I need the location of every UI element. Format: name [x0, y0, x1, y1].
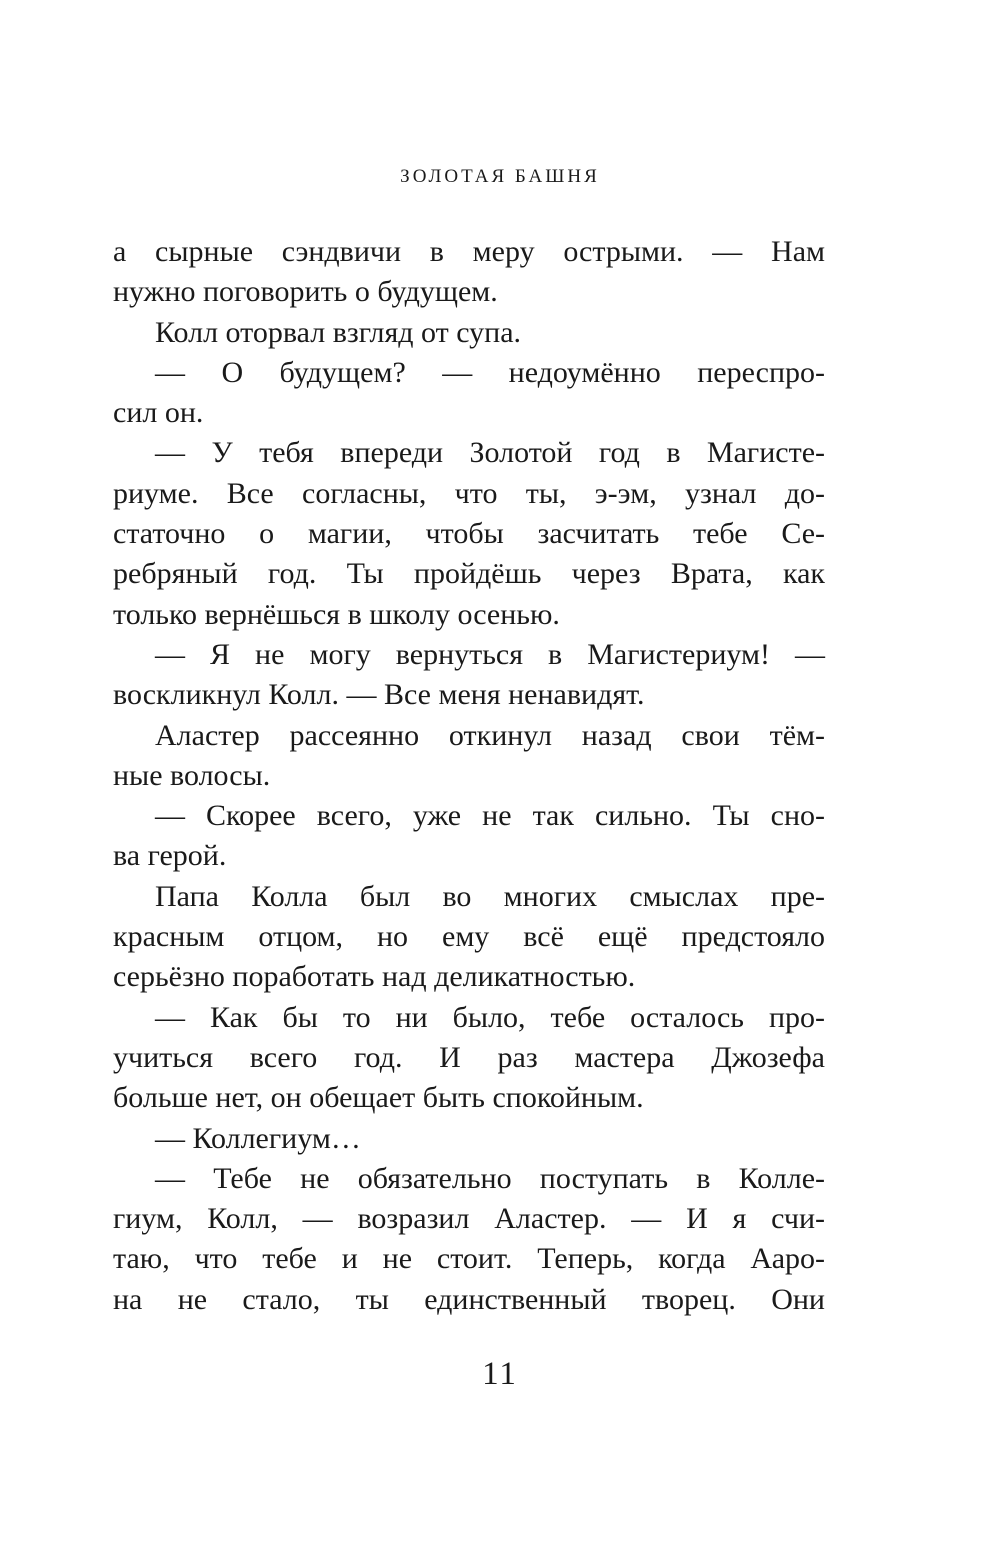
running-head: ЗОЛОТАЯ БАШНЯ — [400, 166, 600, 187]
text-line: — Как бы то ни было, тебе осталось про- — [155, 1000, 825, 1034]
text-line: — Я не могу вернуться в Магистериум! — — [155, 637, 825, 671]
text-line: — О будущем? — недоумённо переспро- — [155, 355, 825, 389]
text-line: серьёзно поработать над деликатностью. — [113, 960, 636, 994]
text-line: — Скорее всего, уже не так сильно. Ты сно- — [155, 799, 825, 833]
text-line: — Коллегиум… — [155, 1121, 361, 1155]
text-line: нужно поговорить о будущем. — [113, 275, 498, 309]
body-text — [113, 232, 825, 1320]
text-line: сил он. — [113, 396, 204, 430]
text-line: воскликнул Колл. — Все меня ненавидят. — [113, 678, 645, 712]
text-line: — У тебя впереди Золотой год в Магисте- — [155, 436, 825, 470]
text-line: а сырные сэндвичи в меру острыми. — Нам — [113, 235, 825, 268]
text-line: только вернёшься в школу осенью. — [113, 597, 560, 631]
text-line: ва герой. — [113, 839, 227, 873]
text-line: статочно о магии, чтобы засчитать тебе Се- — [113, 517, 825, 551]
text-line: таю, что тебе и не стоит. Теперь, когда Ааро- — [113, 1242, 825, 1276]
text-line: риуме. Все согласны, что ты, э-эм, узнал до- — [113, 476, 825, 510]
text-line: — Тебе не обязательно поступать в Колле- — [155, 1161, 825, 1195]
page-number: 11 — [482, 1356, 518, 1392]
text-line: ребряный год. Ты пройдёшь через Врата, как — [113, 557, 825, 591]
text-line: Колл оторвал взгляд от супа. — [155, 315, 522, 349]
text-line: учиться всего год. И раз мастера Джозефа — [113, 1040, 825, 1074]
text-line: гиум, Колл, — возразил Аластер. — И я счи- — [113, 1202, 825, 1236]
text-line: красным отцом, но ему всё ещё предстояло — [113, 920, 825, 954]
text-line: на не стало, ты единственный творец. Они — [113, 1282, 825, 1316]
text-line: больше нет, он обещает быть спокойным. — [113, 1081, 644, 1115]
text-line: Аластер рассеянно откинул назад свои тём- — [155, 718, 825, 752]
text-line: Папа Колла был во многих смыслах пре- — [155, 879, 825, 913]
text-line: ные волосы. — [113, 758, 271, 792]
